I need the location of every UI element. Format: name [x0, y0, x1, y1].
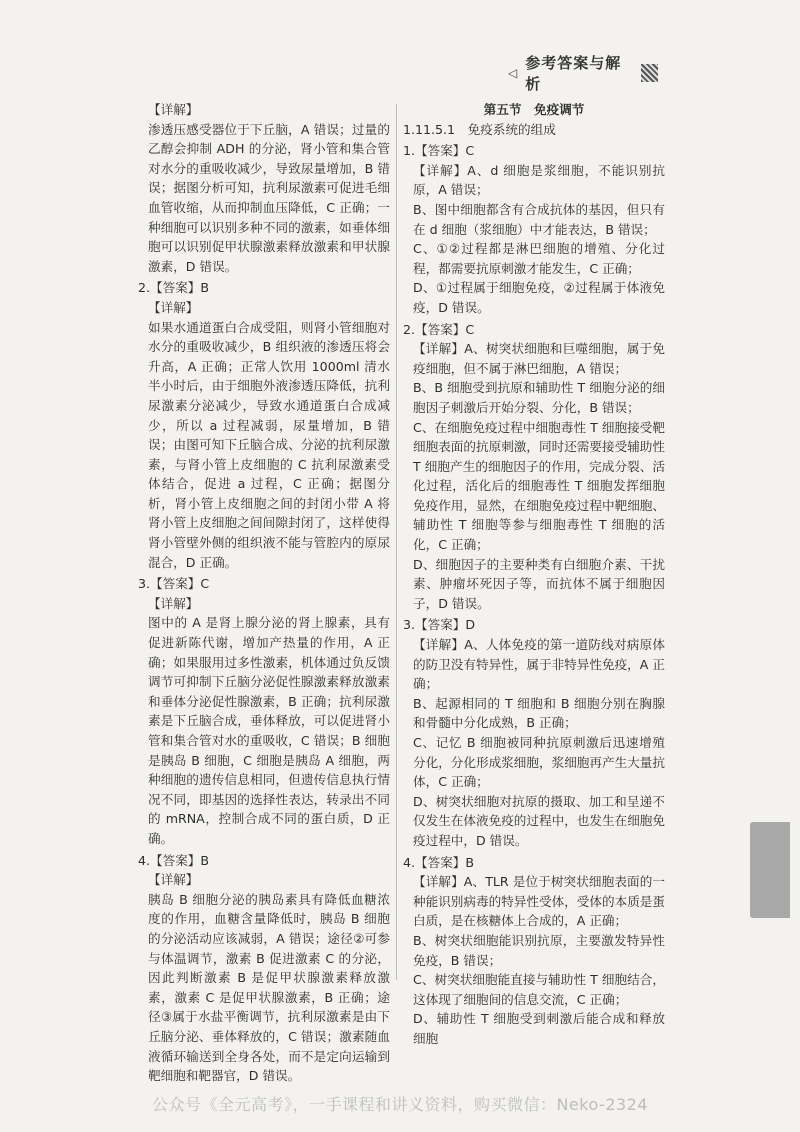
column-divider	[396, 104, 397, 980]
footer-watermark: 公众号《全元高考》，一手课程和讲义资料，购买微信：Neko-2324	[151, 1095, 649, 1114]
explanation-paragraph: B、树突状细胞能识别抗原，主要激发特异性免疫，B 错误；	[413, 932, 665, 968]
explanation-paragraph: 【详解】A、树突状细胞和巨噬细胞，属于免疫细胞，但不属于淋巴细胞，A 错误；	[413, 341, 665, 376]
explanation-paragraph: 【详解】A、d 细胞是浆细胞，不能识别抗原，A 错误；	[413, 162, 665, 198]
explanation-paragraph: C、在细胞免疫过程中细胞毒性 T 细胞接受靶细胞表面的抗原刺激，同时还需要接受辅助性 T 细胞产生的细胞因子的作用，完成分裂、活化过程，活化后的细胞毒性 T 细胞发挥细胞免疫作用，显然，在细胞免疫过程中靶细胞、辅助性 T 细胞等参与细胞毒性 T 细胞的活化，C 正确；	[413, 419, 665, 553]
explanation-paragraph: 【详解】	[148, 102, 199, 117]
explanation-paragraph: D、辅助性 T 细胞受到刺激后能合成和释放细胞	[413, 1011, 665, 1046]
explanation-paragraph: B、起源相同的 T 细胞和 B 细胞分别在胸腺和骨髓中分化成熟，B 正确；	[413, 695, 665, 731]
explanation-paragraph: 【详解】	[148, 595, 199, 611]
side-tab	[750, 822, 790, 918]
explanation-paragraph: B、图中细胞都含有合成抗体的基因，但只有在 d 细胞（浆细胞）中才能表达，B 错误；	[413, 201, 665, 237]
explanation-paragraph: 【详解】A、TLR 是位于树突状细胞表面的一种能识别病毒的特异性受体，受体的本质是蛋白质，是在核糖体上合成的，A 正确；	[413, 874, 665, 929]
explanation-paragraph: 渗透压感受器位于下丘脑，A 错误；过量的乙醇会抑制 ADH 的分泌，肾小管和集合管对水分的重吸收减少，导致尿量增加，B 错误；据图分析可知，抗利尿激素可促进毛细血管收缩，从而抑制血压降低，C 正确；一种细胞可以识别多种不同的激素，如垂体细胞可以识别促甲状腺激素释放激素和甲状腺激素，D 错误。	[148, 121, 390, 274]
header-title: 参考答案与解析	[525, 54, 622, 93]
explanation-paragraph: 【详解】	[148, 299, 199, 315]
question-answer: 2.【答案】B	[138, 280, 210, 296]
explanation-paragraph: D、细胞因子的主要种类有白细胞介素、干扰素、肿瘤坏死因子等，而抗体不属于细胞因子，D 错误。	[413, 556, 665, 611]
explanation-paragraph: D、树突状细胞对抗原的摄取、加工和呈递不仅发生在体液免疫的过程中，也发生在细胞免疫过程中，D 错误。	[413, 793, 665, 848]
question-answer: 3.【答案】C	[138, 576, 210, 592]
explanation-paragraph: 如果水通道蛋白合成受阻，则肾小管细胞对水分的重吸收减少，B 组织液的渗透压将会升高，A 正确；正常人饮用 1000ml 清水半小时后，由于细胞外液渗透压降低，抗利尿激素分泌减少，导致水通道蛋白合成减少，所以 a 过程减弱，尿量增加，B 错误；由图可知下丘脑合成、分泌的抗利尿激素，与肾小管上皮细胞的 C 抗利尿激素受体结合，促进 a 过程，C 正确；据图分析，肾小管上皮细胞之间的封闭小带 A 将肾小管上皮细胞之间间隙封闭了，这样使得肾小管壁外侧的组织液不能与管腔内的原尿混合，D 正确。	[148, 319, 390, 570]
explanation-paragraph: C、记忆 B 细胞被同种抗原刺激后迅速增殖分化，分化形成浆细胞，浆细胞再产生大量抗体，C 正确；	[413, 735, 665, 790]
subsection-title: 1.11.5.1 免疫系统的组成	[403, 121, 556, 137]
explanation-paragraph: D、①过程属于细胞免疫，②过程属于体液免疫，D 错误。	[413, 280, 665, 315]
section-title: 第五节 免疫调节	[483, 102, 585, 117]
explanation-paragraph: B、B 细胞受到抗原和辅助性 T 细胞分泌的细胞因子刺激后开始分裂、分化，B 错误；	[413, 380, 665, 415]
explanation-paragraph: 【详解】	[148, 872, 199, 888]
explanation-paragraph: C、①②过程都是淋巴细胞的增殖、分化过程，都需要抗原刺激才能发生，C 正确；	[413, 241, 665, 276]
triangle-left-icon: ◁	[508, 66, 518, 80]
question-answer: 2.【答案】C	[403, 321, 475, 337]
explanation-paragraph: 图中的 A 是肾上腺分泌的肾上腺素，具有促进新陈代谢，增加产热量的作用，A 正确；如果服用过多性激素，机体通过负反馈调节可抑制下丘脑分泌促性腺激素释放激素和垂体分泌促性腺激素，B 正确；抗利尿激素是下丘脑合成，垂体释放，可以促进肾小管和集合管对水的重吸收，C 错误；B 细胞是胰岛 B 细胞，C 细胞是胰岛 A 细胞，两种细胞的遗传信息相同，但遗传信息执行情况不同，即基因的选择性表达，转录出不同的 mRNA，控制合成不同的蛋白质，D 正确。	[148, 615, 390, 846]
question-answer: 1.【答案】C	[403, 143, 475, 159]
page-header	[508, 54, 658, 93]
explanation-paragraph: 【详解】A、人体免疫的第一道防线对病原体的防卫没有特异性，属于非特异性免疫，A 正确；	[413, 637, 665, 692]
right-column	[403, 100, 665, 1049]
explanation-paragraph: C、树突状细胞能直接与辅助性 T 细胞结合，这体现了细胞间的信息交流，C 正确；	[413, 972, 665, 1007]
question-answer: 4.【答案】B	[403, 854, 475, 870]
left-column	[138, 100, 390, 1086]
question-answer: 3.【答案】D	[403, 617, 476, 633]
explanation-paragraph: 胰岛 B 细胞分泌的胰岛素具有降低血糖浓度的作用，血糖含量降低时，胰岛 B 细胞的分泌活动应该减弱，A 错误；途径②可参与体温调节，激素 B 促进激素 C 的分泌，因此判断激素 B 是促甲状腺激素释放激素，激素 C 是促甲状腺激素，B 正确；途径③属于水盐平衡调节，抗利尿激素是由下丘脑分泌、垂体释放的，C 错误；激素随血液循环输送到全身各处，而不是定向运输到靶细胞和靶器官，D 错误。	[148, 891, 390, 1084]
qr-code-icon	[641, 64, 658, 82]
question-answer: 4.【答案】B	[138, 852, 210, 868]
